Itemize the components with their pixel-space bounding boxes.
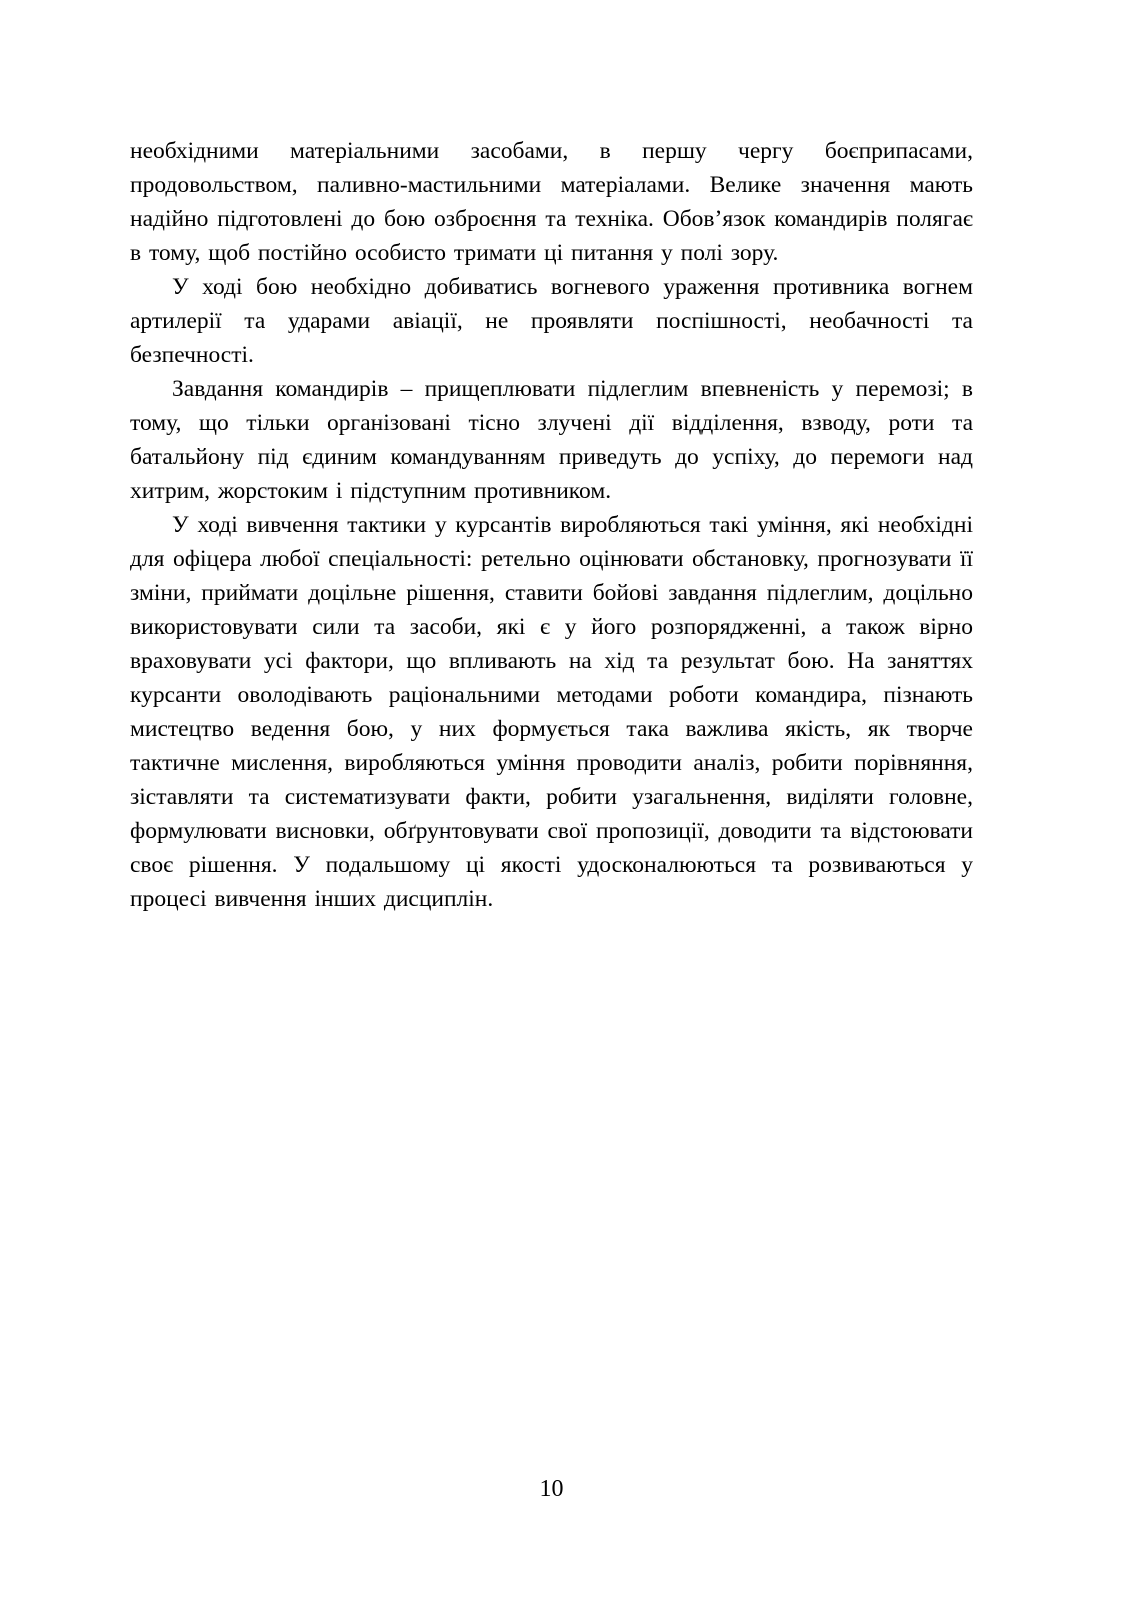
body-text [130,134,973,916]
page-number: 10 [539,1476,564,1502]
paragraph: У ході бою необхідно добиватись вогневого ураження противника вогнем артилерії та ударами авіації, не проявляти поспішності, необачності та безпечності. [130,274,973,368]
paragraph: У ході вивчення тактики у курсантів виробляються такі уміння, які необхідні для офіцера любої спеціальності: ретельно оцінювати обстановку, прогнозувати її зміни, приймати доцільне рішення, ставити бойові завдання підлеглим, доцільно використовувати сили та засоби, які є у його розпорядженні, а також вірно враховувати усі фактори, що впливають на хід та результат бою. На заняттях курсанти оволодівають раціональними методами роботи командира, пізнають мистецтво ведення бою, у них формується така важлива якість, як творче тактичне мислення, виробляються уміння проводити аналіз, робити порівняння, зіставляти та систематизувати факти, робити узагальнення, виділяти головне, формулювати висновки, обґрунтовувати свої пропозиції, доводити та відстоювати своє рішення. У подальшому ці якості удосконалюються та розвиваються у процесі вивчення інших дисциплін. [130,512,973,912]
paragraph: необхідними матеріальними засобами, в першу чергу боєприпасами, продовольством, паливно-мастильними матеріалами. Велике значення мають надійно підготовлені до бою озброєння та техніка. Обов’язок командирів полягає в тому, щоб постійно особисто тримати ці питання у полі зору. [130,138,973,266]
paragraph: Завдання командирів – прищеплювати підлеглим впевненість у перемозі; в тому, що тільки організовані тісно злучені дії відділення, взводу, роти та батальйону під єдиним командуванням приведуть до успіху, до перемоги над хитрим, жорстоким і підступним противником. [130,376,973,504]
